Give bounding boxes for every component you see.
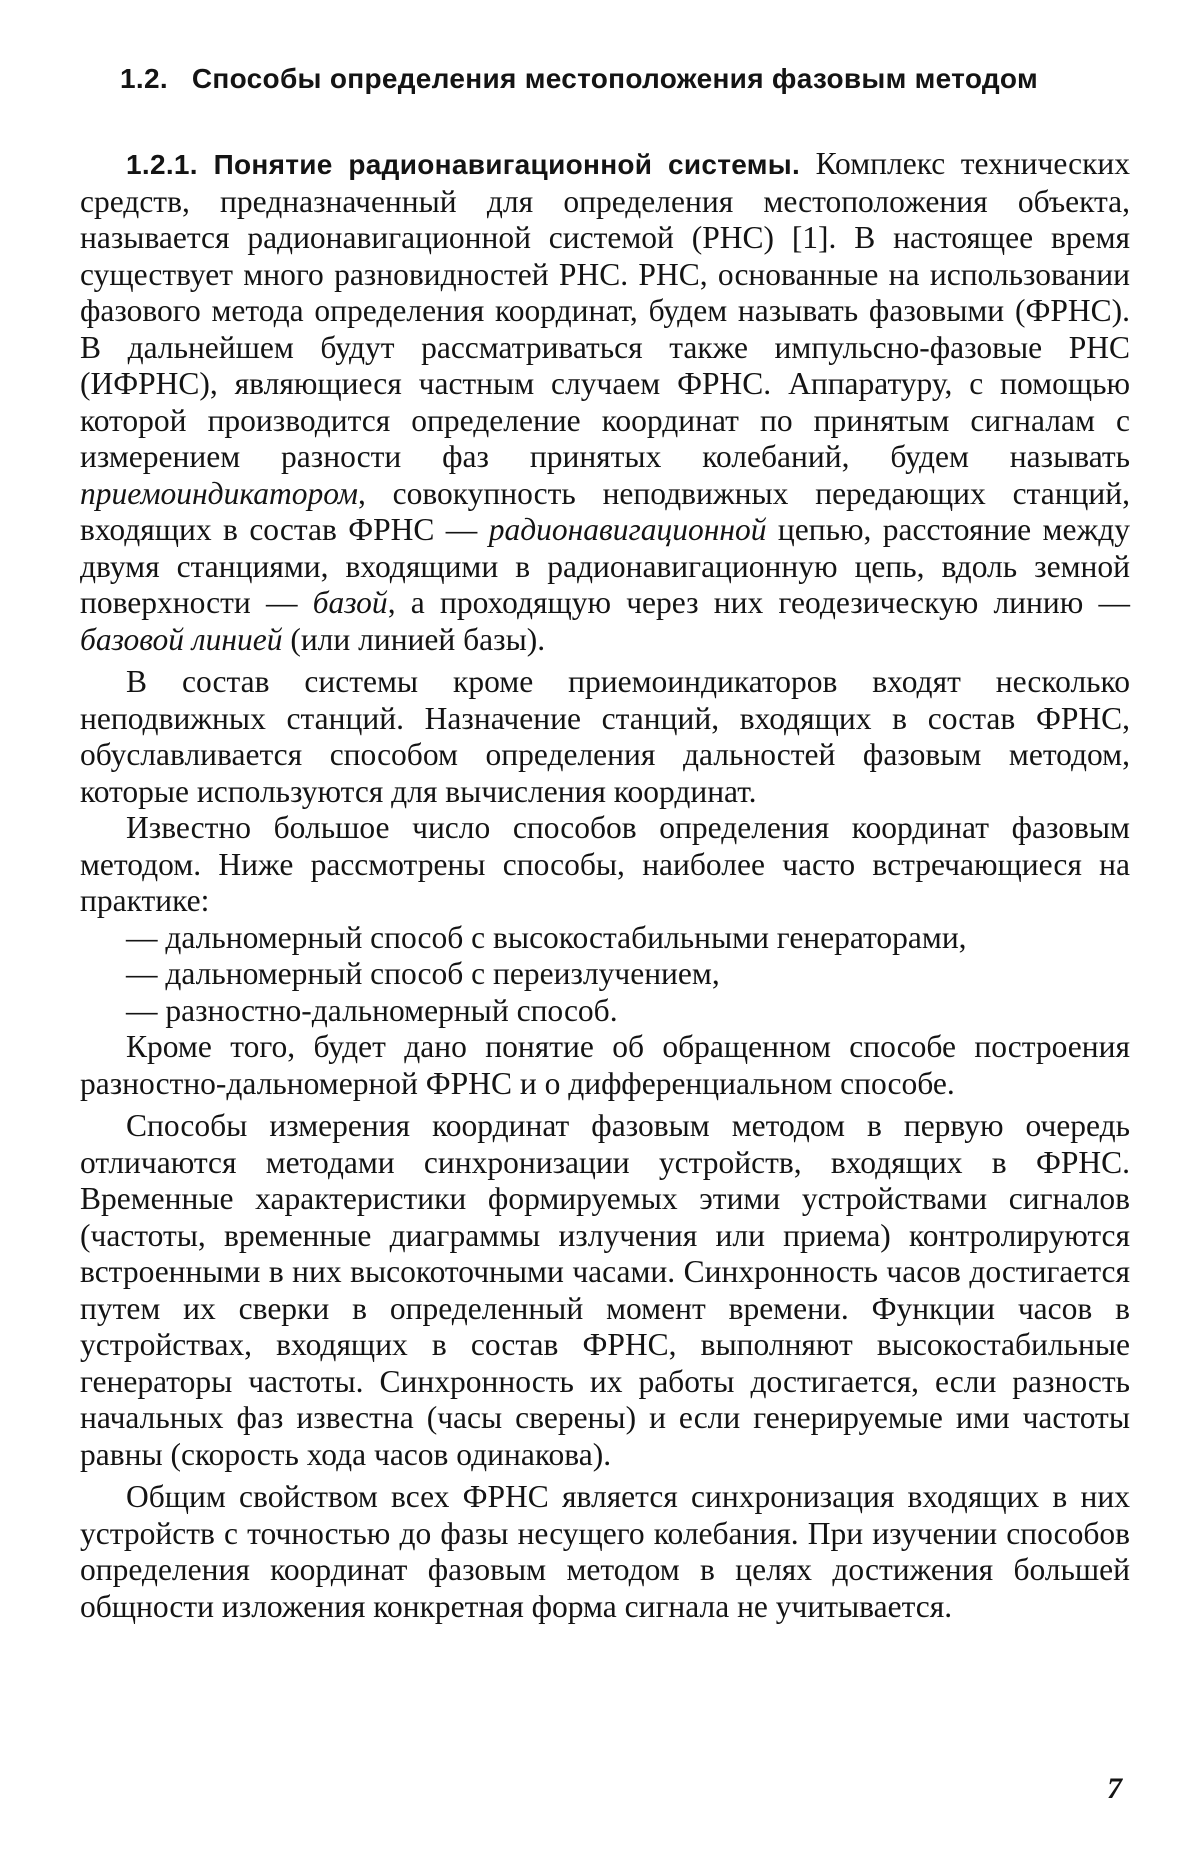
- list-item: — дальномерный способ с переизлучением,: [126, 956, 720, 991]
- section-title: Способы определения местоположения фазовым методом: [191, 63, 1038, 94]
- paragraph-5: Способы измерения координат фазовым методом в первую очередь отличаются методами синхронизации устройств, входящих в ФРНС. Временные характеристики формируемых этими устройствами сигналов (частоты, временные диаграммы излучения или приема) контролируются встроенными в них высокоточными часами. Синхронность часов достигается путем их сверки в определенный момент времени. Функции часов в устройствах, входящих в состав ФРНС, выполняют высокостабильные генераторы частоты. Синхронность их работы достигается, если разность начальных фаз известна (часы сверены) и если генерируемые ими частоты равны (скорость хода часов одинакова).: [80, 1108, 1130, 1472]
- paragraph-1-text-2: , совокупность неподвижных передающих станций, входящих в состав ФРНС —: [80, 475, 1130, 547]
- section-number: 1.2.: [120, 63, 168, 94]
- paragraph-1-text-4: , а проходящую через них геодезическую линию —: [387, 585, 1130, 620]
- list-item: — разностно-дальномерный способ.: [126, 992, 618, 1028]
- paragraph-1-text-1: Комплекс технических средств, предназначенный для определения местоположения объекта, называется радионавигационной системой (РНС) [1]. В настоящее время существует много разновидностей РНС. РНС, основанные на использовании фазового метода определения координат, будем называть фазовыми (ФРНС). В дальнейшем будут рассматриваться также импульсно-фазовые РНС (ИФРНС), являющиеся частным случаем ФРНС. Аппаратуру, с помощью которой производится определение координат по принятым сигналам с измерением разности фаз принятых колебаний, будем называть: [80, 146, 1130, 474]
- paragraph-2: В состав системы кроме приемоиндикаторов входят несколько неподвижных станций. Назначение станций, входящих в состав ФРНС, обуславливается способом определения дальностей фазовым методом, которые используются для вычисления координат.: [80, 664, 1130, 809]
- term-radionav-chain: радионавигационной: [488, 512, 767, 547]
- paragraph-1-text-3: цепью, расстояние между двумя станциями, входящими в радионавигационную цепь, вдоль земной поверхности —: [80, 512, 1130, 620]
- methods-list: [80, 920, 1130, 1030]
- list-item: — дальномерный способ с высокостабильными генераторами,: [126, 919, 967, 955]
- term-base-line: базовой линией: [80, 621, 283, 657]
- subsection-title: Понятие радионавигационной системы.: [213, 149, 801, 180]
- paragraph-1-text-5: (или линией базы).: [282, 621, 546, 657]
- page-number: 7: [1107, 1772, 1122, 1805]
- section-heading: [80, 62, 1130, 96]
- paragraph-3: Известно большое число способов определения координат фазовым методом. Ниже рассмотрены способы, наиболее часто встречающиеся на практике:: [80, 810, 1130, 918]
- page-body: [80, 62, 1130, 1625]
- term-base: базой: [312, 585, 388, 620]
- paragraph-4: Кроме того, будет дано понятие об обращенном способе построения разностно-дальномерной ФРНС и о дифференциальном способе.: [80, 1029, 1130, 1101]
- paragraph-6: Общим свойством всех ФРНС является синхронизация входящих в них устройств с точностью до фазы несущего колебания. При изучении способов определения координат фазовым методом в целях достижения большей общности изложения конкретная форма сигнала не учитывается.: [80, 1479, 1130, 1624]
- subsection-heading: [126, 149, 800, 180]
- subsection-number: 1.2.1.: [126, 149, 198, 180]
- paragraph-1: [80, 146, 1130, 658]
- term-receiver-indicator: приемоиндикатором: [80, 475, 358, 511]
